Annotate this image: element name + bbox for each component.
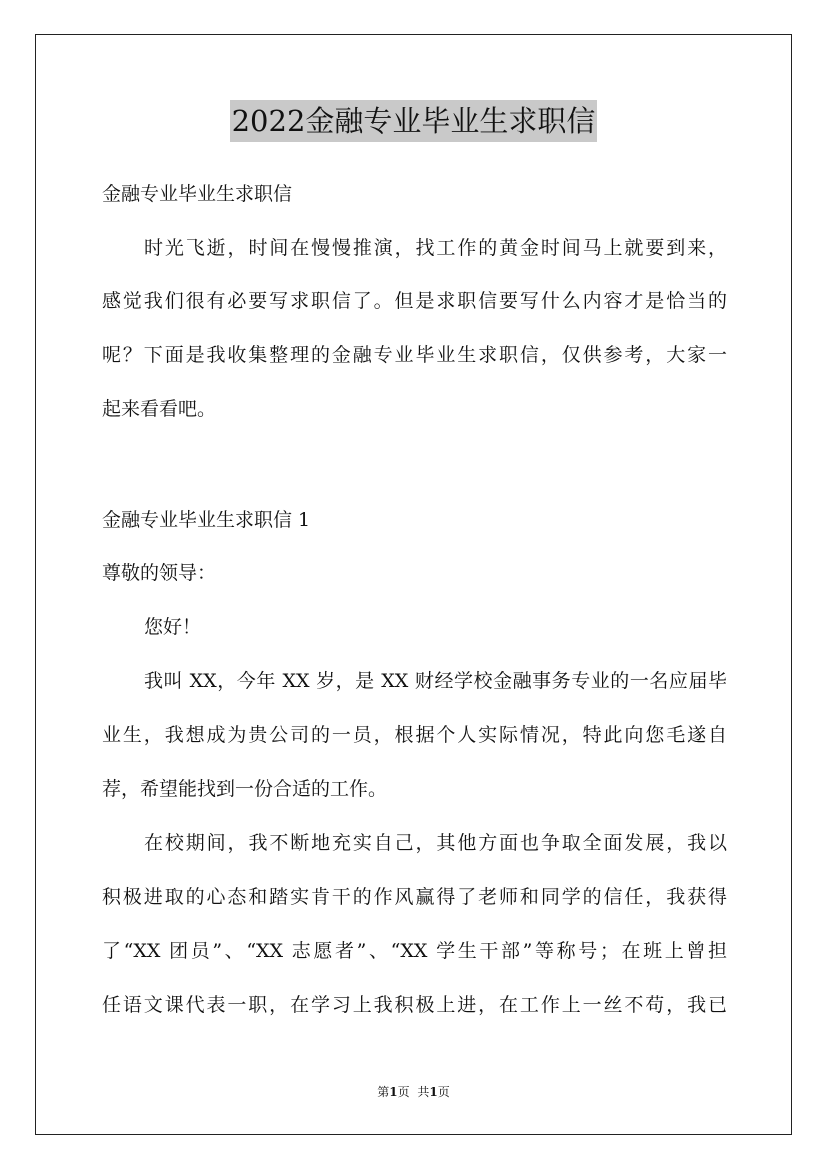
paragraph-line: 起来看看吧。	[102, 398, 217, 420]
document-title-wrap	[0, 100, 827, 142]
paragraph-line: 荐，希望能找到一份合适的工作。	[102, 778, 388, 800]
paragraph-line: 了“XX 团员”、“XX 志愿者”、“XX 学生干部”等称号；在班上曾担	[102, 940, 727, 962]
paragraph-line: 感觉我们很有必要写求职信了。但是求职信要写什么内容才是恰当的	[102, 290, 727, 312]
paragraph-line: 我叫 XX，今年 XX 岁，是 XX 财经学校金融事务专业的一名应届毕	[144, 670, 727, 692]
paragraph-line: 时光飞逝，时间在慢慢推演，找工作的黄金时间马上就要到来，	[144, 237, 727, 259]
page-footer	[0, 1084, 827, 1100]
document-title: 2022金融专业毕业生求职信	[230, 100, 598, 142]
page-label-prefix: 第	[377, 1085, 390, 1099]
greeting: 您好！	[144, 616, 202, 638]
paragraph-line: 任语文课代表一职，在学习上我积极上进，在工作上一丝不苟，我已	[102, 994, 727, 1016]
salutation: 尊敬的领导：	[102, 562, 217, 584]
paragraph-line: 业生，我想成为贵公司的一员，根据个人实际情况，特此向您毛遂自	[102, 724, 727, 746]
total-label-prefix: 共	[417, 1085, 430, 1099]
page-label-suffix: 页	[397, 1085, 410, 1099]
total-pages: 1	[429, 1085, 438, 1099]
paragraph-line: 呢？下面是我收集整理的金融专业毕业生求职信，仅供参考，大家一	[102, 344, 727, 366]
paragraph-line: 在校期间，我不断地充实自己，其他方面也争取全面发展，我以	[144, 832, 727, 854]
total-label-suffix: 页	[437, 1085, 450, 1099]
subtitle-line: 金融专业毕业生求职信	[102, 183, 293, 205]
section-heading: 金融专业毕业生求职信 1	[102, 509, 311, 531]
paragraph-line: 积极进取的心态和踏实肯干的作风赢得了老师和同学的信任，我获得	[102, 886, 727, 908]
page-number: 1	[389, 1085, 398, 1099]
